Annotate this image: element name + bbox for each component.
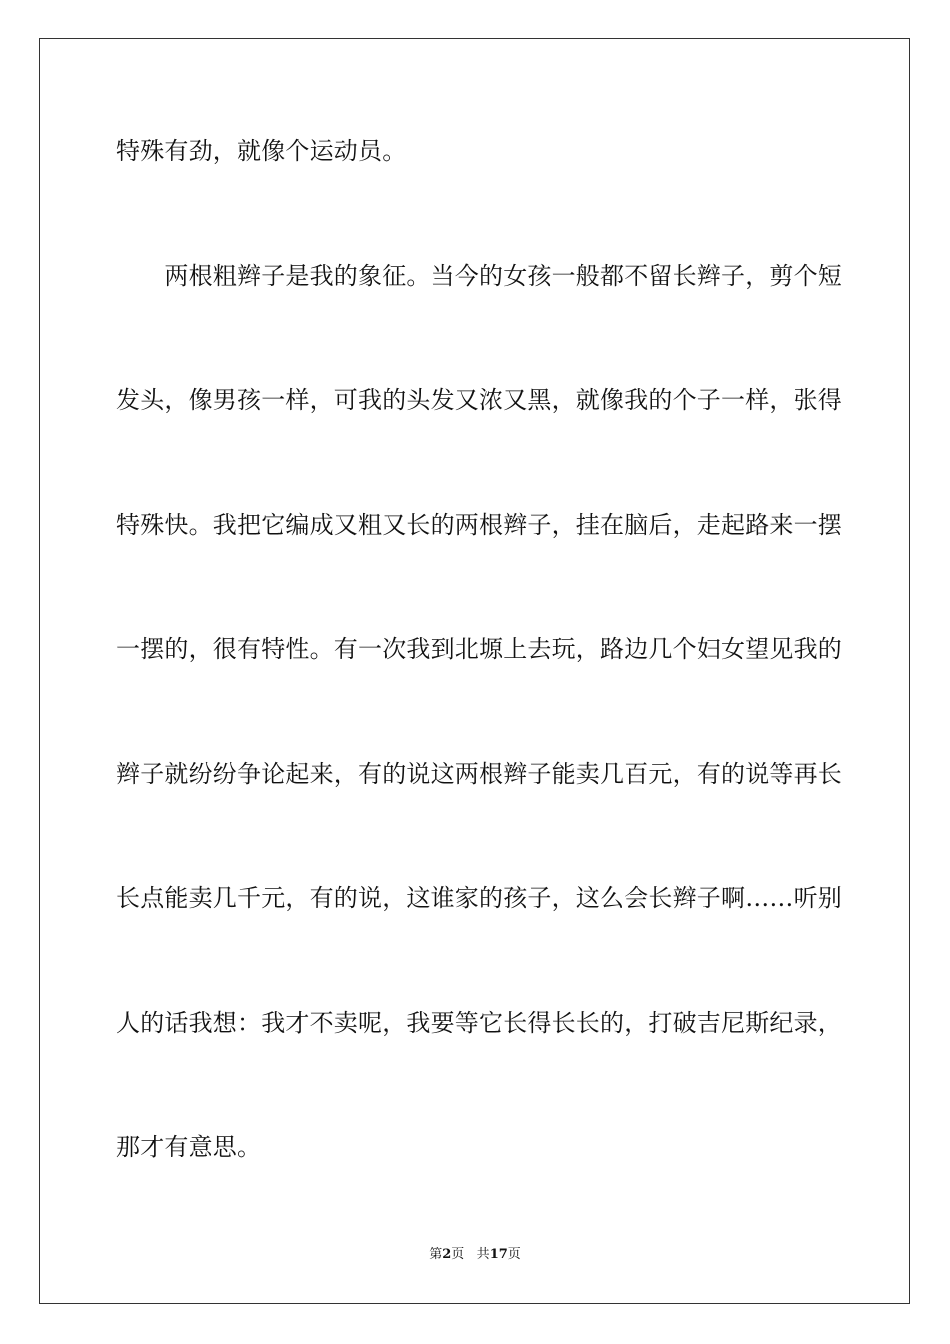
- paragraph-line-2: 两根粗辫子是我的象征。当今的女孩一般都不留长辫子，剪个短: [116, 262, 842, 290]
- total-prefix: 共: [476, 1247, 490, 1262]
- page-suffix: 页: [451, 1247, 465, 1262]
- page-prefix: 第: [429, 1247, 443, 1262]
- paragraph-line-4: 特殊快。我把它编成又粗又长的两根辫子，挂在脑后，走起路来一摆: [116, 511, 842, 539]
- paragraph-line-7: 长点能卖几千元，有的说，这谁家的孩子，这么会长辫子啊……听别: [116, 884, 842, 912]
- page-footer: [0, 1246, 950, 1264]
- paragraph-line-5: 一摆的，很有特性。有一次我到北塬上去玩，路边几个妇女望见我的: [116, 635, 842, 663]
- paragraph-line-8: 人的话我想：我才不卖呢，我要等它长得长长的，打破吉尼斯纪录，: [116, 1009, 842, 1037]
- paragraph-line-9: 那才有意思。: [116, 1133, 262, 1161]
- total-pages: 17: [489, 1247, 508, 1262]
- paragraph-line-3: 发头，像男孩一样，可我的头发又浓又黑，就像我的个子一样，张得: [116, 386, 842, 414]
- page-border: [39, 38, 910, 1304]
- paragraph-line-1: 特殊有劲，就像个运动员。: [116, 137, 407, 165]
- paragraph-line-6: 辫子就纷纷争论起来，有的说这两根辫子能卖几百元，有的说等再长: [116, 760, 842, 788]
- total-suffix: 页: [507, 1247, 521, 1262]
- page-number: 2: [442, 1247, 452, 1262]
